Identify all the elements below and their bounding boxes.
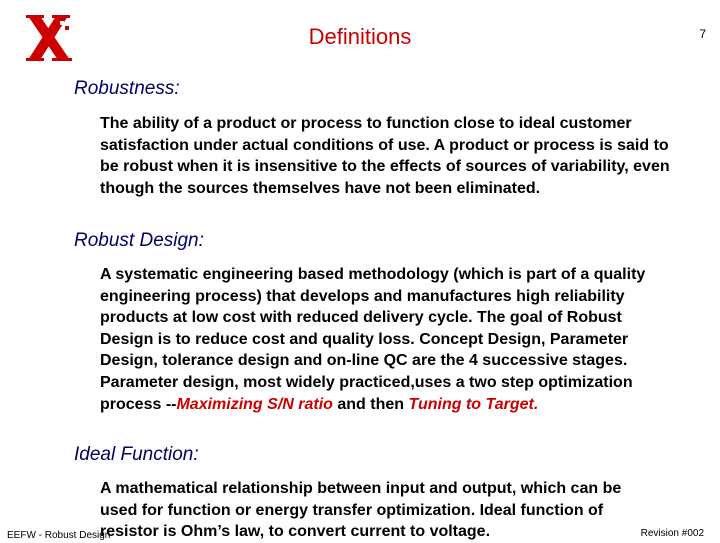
footer-right: Revision #002 xyxy=(640,528,704,539)
definition-robust-design xyxy=(100,264,670,415)
emphasis-tuning-to-target: Tuning to Target. xyxy=(408,395,539,413)
definition-robustness: The ability of a product or process to function close to ideal customer satisfaction under actual conditions of use. A product or process is said to be robust when it is insensitive to the effects of sources of variability, even though the sources themselves have not been eliminated. xyxy=(100,115,670,197)
robust-design-text-middle: and then xyxy=(332,395,409,413)
page-number: 7 xyxy=(699,27,706,41)
robust-design-text: A systematic engineering based methodology (which is part of a quality engineering process) that develops and manufactures high reliability products at low cost with reduced delivery cycle. The goal of Robust Design is to reduce cost and quality loss. Concept Design, Parameter Design, tolerance design and on-line QC are the 4 successive stages. Parameter design, most widely practiced,uses a two step optimization process -- xyxy=(100,266,646,413)
emphasis-maximizing-sn: Maximizing S/N ratio xyxy=(176,395,333,413)
page-title: Definitions xyxy=(308,24,412,49)
heading-ideal-function: Ideal Function: xyxy=(74,444,199,465)
footer-left: EEFW - Robust Design xyxy=(7,530,111,541)
definition-ideal-function: A mathematical relationship between input and output, which can be used for function or energy transfer optimization. Ideal function of resistor is Ohm’s law, to convert current to voltage. xyxy=(100,480,622,541)
heading-robust-design: Robust Design: xyxy=(74,230,204,251)
heading-robustness: Robustness: xyxy=(74,78,180,99)
